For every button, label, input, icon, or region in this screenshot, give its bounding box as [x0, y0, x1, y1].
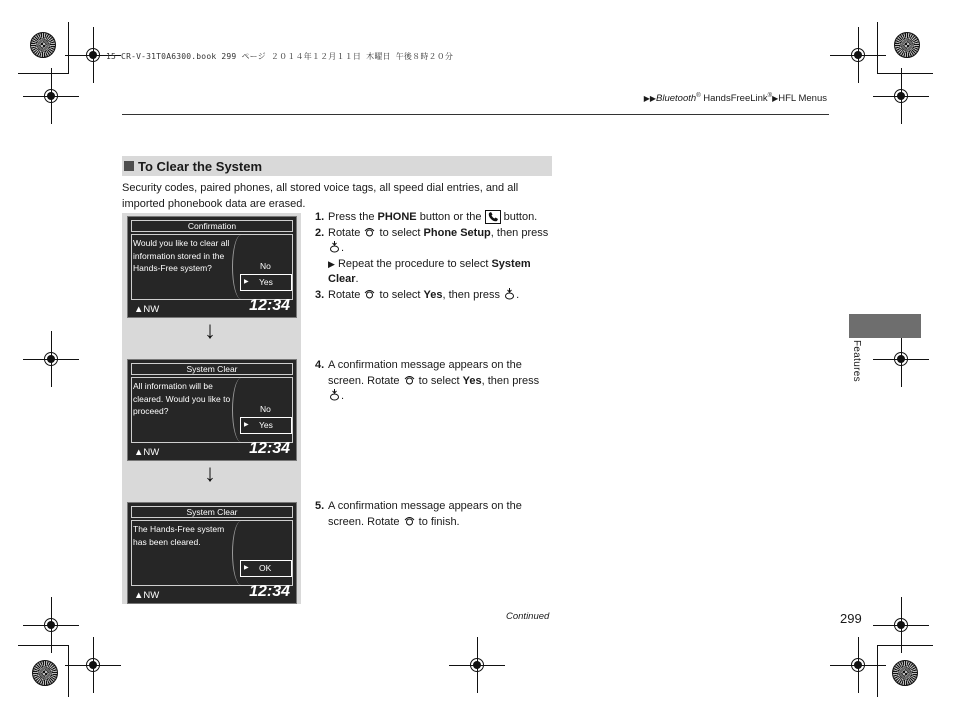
continued-label: Continued [506, 611, 550, 622]
display-screen-cleared [127, 502, 297, 604]
step-text: . [355, 273, 359, 285]
phone-button-label: PHONE [377, 211, 417, 223]
step-number: 2. [315, 226, 325, 239]
interface-dial-press-icon [503, 288, 516, 300]
interface-dial-rotate-icon [363, 288, 376, 300]
step-text: to finish. [415, 515, 460, 528]
option-yes-selected[interactable]: ▶ Yes [240, 274, 292, 291]
print-info: 15 CR-V-31T0A6300.book 299 ページ ２０１４年１２月１１日 木曜日 午後８時２０分 [106, 52, 454, 61]
interface-dial-press-icon [328, 389, 341, 401]
crop-line [68, 645, 69, 697]
crop-line [18, 73, 69, 74]
step-emphasis: Yes [462, 374, 482, 387]
step-text: button or the [416, 211, 485, 223]
step-text: Rotate [328, 288, 364, 301]
screen-header: System Clear [131, 506, 293, 518]
registered-mark: ® [696, 93, 701, 99]
screen-illustrations [122, 213, 301, 604]
crosshair-mark [39, 84, 63, 108]
header-rule [122, 114, 829, 115]
down-arrow-icon: ↓ [204, 460, 216, 487]
step-text: Rotate [328, 226, 364, 239]
step-number: 3. [315, 288, 325, 301]
breadcrumb-item[interactable]: HFL Menus [778, 93, 827, 105]
crosshair-mark [81, 43, 105, 67]
crosshair-mark [39, 347, 63, 371]
chapter-tab[interactable] [849, 314, 921, 338]
step-5 [315, 499, 555, 530]
crop-line [18, 645, 69, 646]
page-number: 299 [840, 611, 862, 626]
step-text: Press the [328, 211, 378, 223]
crop-line [877, 22, 878, 74]
step-text: , then press [490, 226, 549, 239]
step-text: to select [376, 288, 424, 301]
step-text: . [341, 390, 345, 402]
option-no[interactable]: No [260, 261, 271, 271]
clock-display: 12:34 [249, 583, 290, 600]
registered-mark: ® [767, 93, 773, 99]
step-number: 4. [315, 359, 325, 371]
crosshair-mark [846, 653, 870, 677]
step-text: . [341, 242, 345, 254]
step-number: 1. [315, 211, 325, 223]
step-text: , then press [481, 374, 540, 387]
breadcrumb-separator: ▶ [772, 94, 779, 104]
breadcrumb-separator: ▶▶ [643, 94, 657, 104]
crosshair-mark [846, 43, 870, 67]
steps-group-1 [315, 210, 555, 303]
step-number: 5. [315, 500, 325, 512]
screen-message: All information will be cleared. Would you like to proceed? [133, 381, 231, 416]
color-wheel-mark [892, 660, 918, 686]
crosshair-mark [889, 347, 913, 371]
step-text: A confirmation message appears on the screen. Rotate [328, 500, 522, 528]
step-text: button. [500, 211, 538, 223]
step-4 [315, 358, 555, 405]
crop-line [877, 645, 933, 646]
color-wheel-mark [894, 32, 920, 58]
screen-header: Confirmation [131, 220, 293, 232]
steps-group-3 [315, 499, 555, 530]
step-emphasis: Yes [423, 288, 443, 301]
section-square-icon [124, 161, 134, 171]
crosshair-mark [39, 613, 63, 637]
interface-dial-press-icon [328, 241, 341, 253]
step-3 [315, 288, 555, 304]
breadcrumb [644, 93, 827, 104]
crosshair-mark [889, 613, 913, 637]
step-text: to select [415, 374, 463, 387]
screen-message: The Hands-Free system has been cleared. [133, 524, 225, 547]
screen-header: System Clear [131, 363, 293, 375]
steps-group-2 [315, 358, 555, 405]
phone-button-icon [485, 210, 501, 224]
color-wheel-mark [32, 660, 58, 686]
crosshair-mark [81, 653, 105, 677]
step-1 [315, 210, 555, 226]
option-no[interactable]: No [260, 404, 271, 414]
step-emphasis: Phone Setup [423, 226, 491, 239]
step-2-substep [328, 257, 555, 288]
crop-line [68, 22, 69, 74]
step-emphasis: System Clear [328, 257, 531, 285]
option-yes-selected[interactable]: ▶ Yes [240, 417, 292, 434]
clock-display: 12:34 [249, 440, 290, 457]
interface-dial-rotate-icon [363, 226, 376, 238]
display-screen-confirmation [127, 216, 297, 318]
step-text: , then press [442, 288, 504, 301]
section-intro: Security codes, paired phones, all stored voice tags, all speed dial entries, and all imported phonebook data are erased. [122, 182, 519, 210]
step-text: to select [376, 226, 424, 239]
color-wheel-mark [30, 32, 56, 58]
option-ok-selected[interactable]: ▶ OK [240, 560, 292, 577]
step-text: A confirmation message appears on the screen. Rotate [328, 359, 522, 387]
step-text: Repeat the procedure to select [334, 257, 492, 270]
substep-arrow-icon: ▶ [328, 258, 335, 269]
breadcrumb-item[interactable]: HandsFreeLink [700, 93, 768, 105]
compass-heading: ▲NW [134, 590, 160, 601]
breadcrumb-item[interactable]: Bluetooth [656, 93, 697, 105]
crop-line [877, 645, 878, 697]
compass-heading: ▲NW [134, 447, 160, 458]
interface-dial-rotate-icon [403, 374, 416, 386]
chapter-tab-label: Features [851, 340, 862, 382]
step-text: . [516, 288, 520, 301]
step-2 [315, 226, 555, 288]
clock-display: 12:34 [249, 297, 290, 314]
crosshair-mark [465, 653, 489, 677]
display-screen-system-clear [127, 359, 297, 461]
crop-line [877, 73, 933, 74]
crosshair-mark [889, 84, 913, 108]
section-title: To Clear the System [138, 158, 263, 174]
interface-dial-rotate-icon [403, 515, 416, 527]
section-header [122, 156, 552, 176]
screen-message: Would you like to clear all information stored in the Hands-Free system? [133, 238, 230, 273]
down-arrow-icon: ↓ [204, 317, 216, 344]
compass-heading: ▲NW [134, 304, 160, 315]
